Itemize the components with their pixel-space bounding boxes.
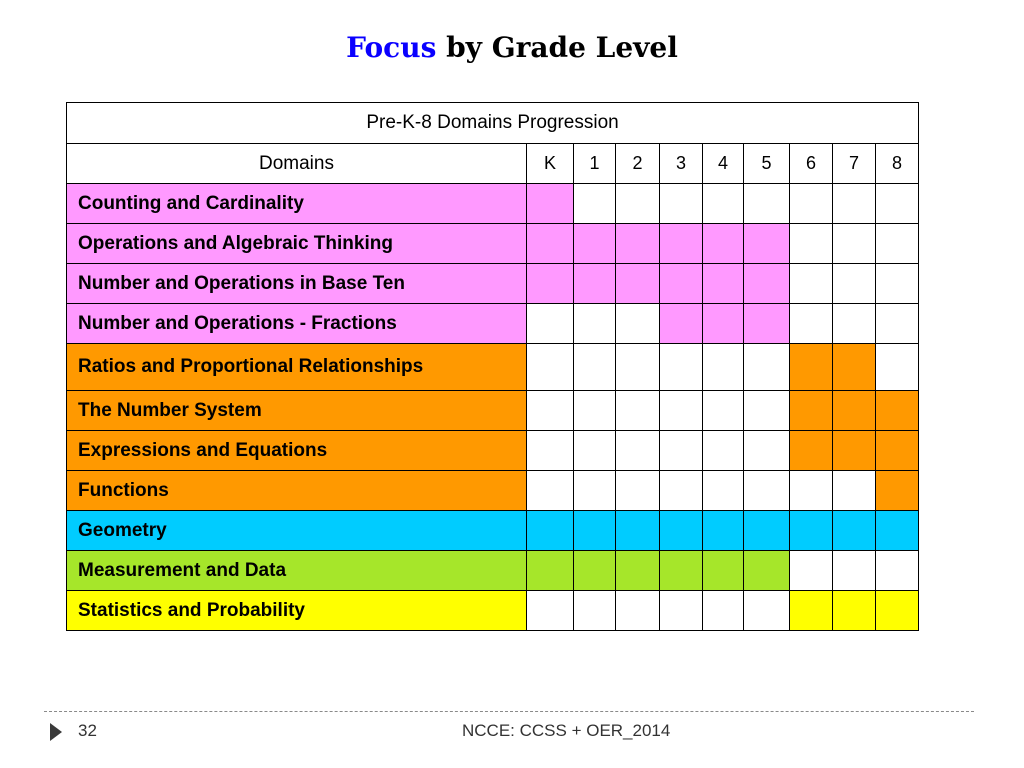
grade-cell-k (527, 591, 574, 631)
grade-cell-k (527, 471, 574, 511)
grade-cell-k (527, 431, 574, 471)
grade-cell-7 (833, 591, 876, 631)
domain-label: Expressions and Equations (67, 431, 527, 471)
grade-cell-7 (833, 511, 876, 551)
grade-cell-5 (744, 391, 790, 431)
grade-cell-2 (616, 184, 660, 224)
grade-cell-k (527, 224, 574, 264)
grade-header-7: 7 (833, 144, 876, 184)
grade-cell-k (527, 264, 574, 304)
domain-label: Counting and Cardinality (67, 184, 527, 224)
grade-header-8: 8 (876, 144, 919, 184)
grade-cell-5 (744, 431, 790, 471)
grade-cell-3 (660, 431, 703, 471)
table-row (67, 551, 919, 591)
grade-header-6: 6 (790, 144, 833, 184)
grade-cell-4 (703, 551, 744, 591)
grade-cell-2 (616, 264, 660, 304)
grade-cell-k (527, 551, 574, 591)
grade-cell-2 (616, 344, 660, 391)
grade-cell-3 (660, 511, 703, 551)
grade-cell-8 (876, 431, 919, 471)
title-rest: by Grade Level (446, 31, 678, 64)
grade-cell-2 (616, 391, 660, 431)
grade-cell-4 (703, 264, 744, 304)
footer-source: NCCE: CCSS + OER_2014 (462, 721, 671, 740)
grade-cell-2 (616, 591, 660, 631)
grade-cell-7 (833, 264, 876, 304)
grade-cell-6 (790, 344, 833, 391)
table-row (67, 471, 919, 511)
grade-cell-6 (790, 551, 833, 591)
grade-cell-1 (574, 344, 616, 391)
domain-label: Operations and Algebraic Thinking (67, 224, 527, 264)
slide-title (0, 28, 1024, 68)
grade-header-1: 1 (574, 144, 616, 184)
grade-cell-7 (833, 224, 876, 264)
grade-cell-1 (574, 391, 616, 431)
grade-cell-2 (616, 511, 660, 551)
grade-cell-6 (790, 184, 833, 224)
grade-cell-5 (744, 184, 790, 224)
grade-cell-2 (616, 431, 660, 471)
grade-cell-5 (744, 511, 790, 551)
grade-cell-5 (744, 551, 790, 591)
grade-cell-4 (703, 471, 744, 511)
table-row (67, 391, 919, 431)
grade-cell-4 (703, 431, 744, 471)
grade-cell-7 (833, 391, 876, 431)
grade-cell-4 (703, 184, 744, 224)
table-row (67, 304, 919, 344)
grade-cell-1 (574, 431, 616, 471)
grade-cell-2 (616, 551, 660, 591)
grade-cell-3 (660, 184, 703, 224)
grade-cell-1 (574, 591, 616, 631)
domain-label: The Number System (67, 391, 527, 431)
triangle-bullet-icon (50, 723, 62, 741)
grade-cell-2 (616, 471, 660, 511)
grade-cell-1 (574, 511, 616, 551)
grade-cell-8 (876, 591, 919, 631)
grade-cell-k (527, 304, 574, 344)
grade-cell-6 (790, 431, 833, 471)
grade-header-k: K (527, 144, 574, 184)
grade-cell-3 (660, 471, 703, 511)
grade-cell-4 (703, 511, 744, 551)
grade-cell-3 (660, 224, 703, 264)
domain-label: Number and Operations - Fractions (67, 304, 527, 344)
domain-label: Number and Operations in Base Ten (67, 264, 527, 304)
table-caption: Pre-K-8 Domains Progression (67, 103, 919, 144)
grade-cell-k (527, 184, 574, 224)
grade-cell-1 (574, 264, 616, 304)
grade-cell-8 (876, 511, 919, 551)
grade-cell-3 (660, 344, 703, 391)
grade-cell-4 (703, 344, 744, 391)
grade-cell-8 (876, 391, 919, 431)
domains-progression-table (66, 102, 919, 631)
grade-cell-6 (790, 264, 833, 304)
grade-cell-6 (790, 224, 833, 264)
grade-cell-3 (660, 304, 703, 344)
domains-header: Domains (67, 144, 527, 184)
page-number: 32 (78, 721, 97, 740)
table-row (67, 344, 919, 391)
grade-cell-8 (876, 184, 919, 224)
grade-header-4: 4 (703, 144, 744, 184)
grade-cell-8 (876, 304, 919, 344)
grade-cell-2 (616, 304, 660, 344)
grade-cell-4 (703, 304, 744, 344)
grade-cell-3 (660, 591, 703, 631)
grade-cell-3 (660, 551, 703, 591)
grade-header-3: 3 (660, 144, 703, 184)
grade-cell-k (527, 344, 574, 391)
grade-cell-4 (703, 591, 744, 631)
grade-cell-8 (876, 471, 919, 511)
domain-label: Ratios and Proportional Relationships (67, 344, 527, 391)
grade-cell-1 (574, 304, 616, 344)
table-row (67, 184, 919, 224)
grade-cell-4 (703, 391, 744, 431)
grade-cell-4 (703, 224, 744, 264)
grade-cell-6 (790, 391, 833, 431)
domain-label: Functions (67, 471, 527, 511)
table-row (67, 224, 919, 264)
table-row (67, 591, 919, 631)
domain-label: Measurement and Data (67, 551, 527, 591)
grade-cell-8 (876, 344, 919, 391)
grade-cell-8 (876, 224, 919, 264)
grade-cell-3 (660, 264, 703, 304)
grade-cell-7 (833, 344, 876, 391)
grade-cell-1 (574, 184, 616, 224)
grade-header-2: 2 (616, 144, 660, 184)
grade-cell-5 (744, 304, 790, 344)
grade-cell-7 (833, 431, 876, 471)
grade-cell-5 (744, 591, 790, 631)
grade-cell-1 (574, 551, 616, 591)
grade-cell-7 (833, 471, 876, 511)
grade-header-5: 5 (744, 144, 790, 184)
grade-cell-1 (574, 471, 616, 511)
grade-cell-6 (790, 304, 833, 344)
grade-cell-5 (744, 224, 790, 264)
grade-cell-5 (744, 264, 790, 304)
table-row (67, 511, 919, 551)
grade-cell-7 (833, 304, 876, 344)
domain-label: Statistics and Probability (67, 591, 527, 631)
domain-label: Geometry (67, 511, 527, 551)
grade-cell-8 (876, 264, 919, 304)
grade-cell-2 (616, 224, 660, 264)
grade-cell-5 (744, 344, 790, 391)
grade-cell-7 (833, 551, 876, 591)
grade-cell-k (527, 391, 574, 431)
grade-cell-k (527, 511, 574, 551)
grade-cell-6 (790, 511, 833, 551)
grade-cell-1 (574, 224, 616, 264)
grade-cell-8 (876, 551, 919, 591)
table-row (67, 264, 919, 304)
grade-cell-3 (660, 391, 703, 431)
grade-cell-5 (744, 471, 790, 511)
grade-cell-6 (790, 591, 833, 631)
footer-divider (44, 711, 974, 712)
grade-cell-6 (790, 471, 833, 511)
table-row (67, 431, 919, 471)
grade-cell-7 (833, 184, 876, 224)
title-focus: Focus (346, 31, 437, 64)
